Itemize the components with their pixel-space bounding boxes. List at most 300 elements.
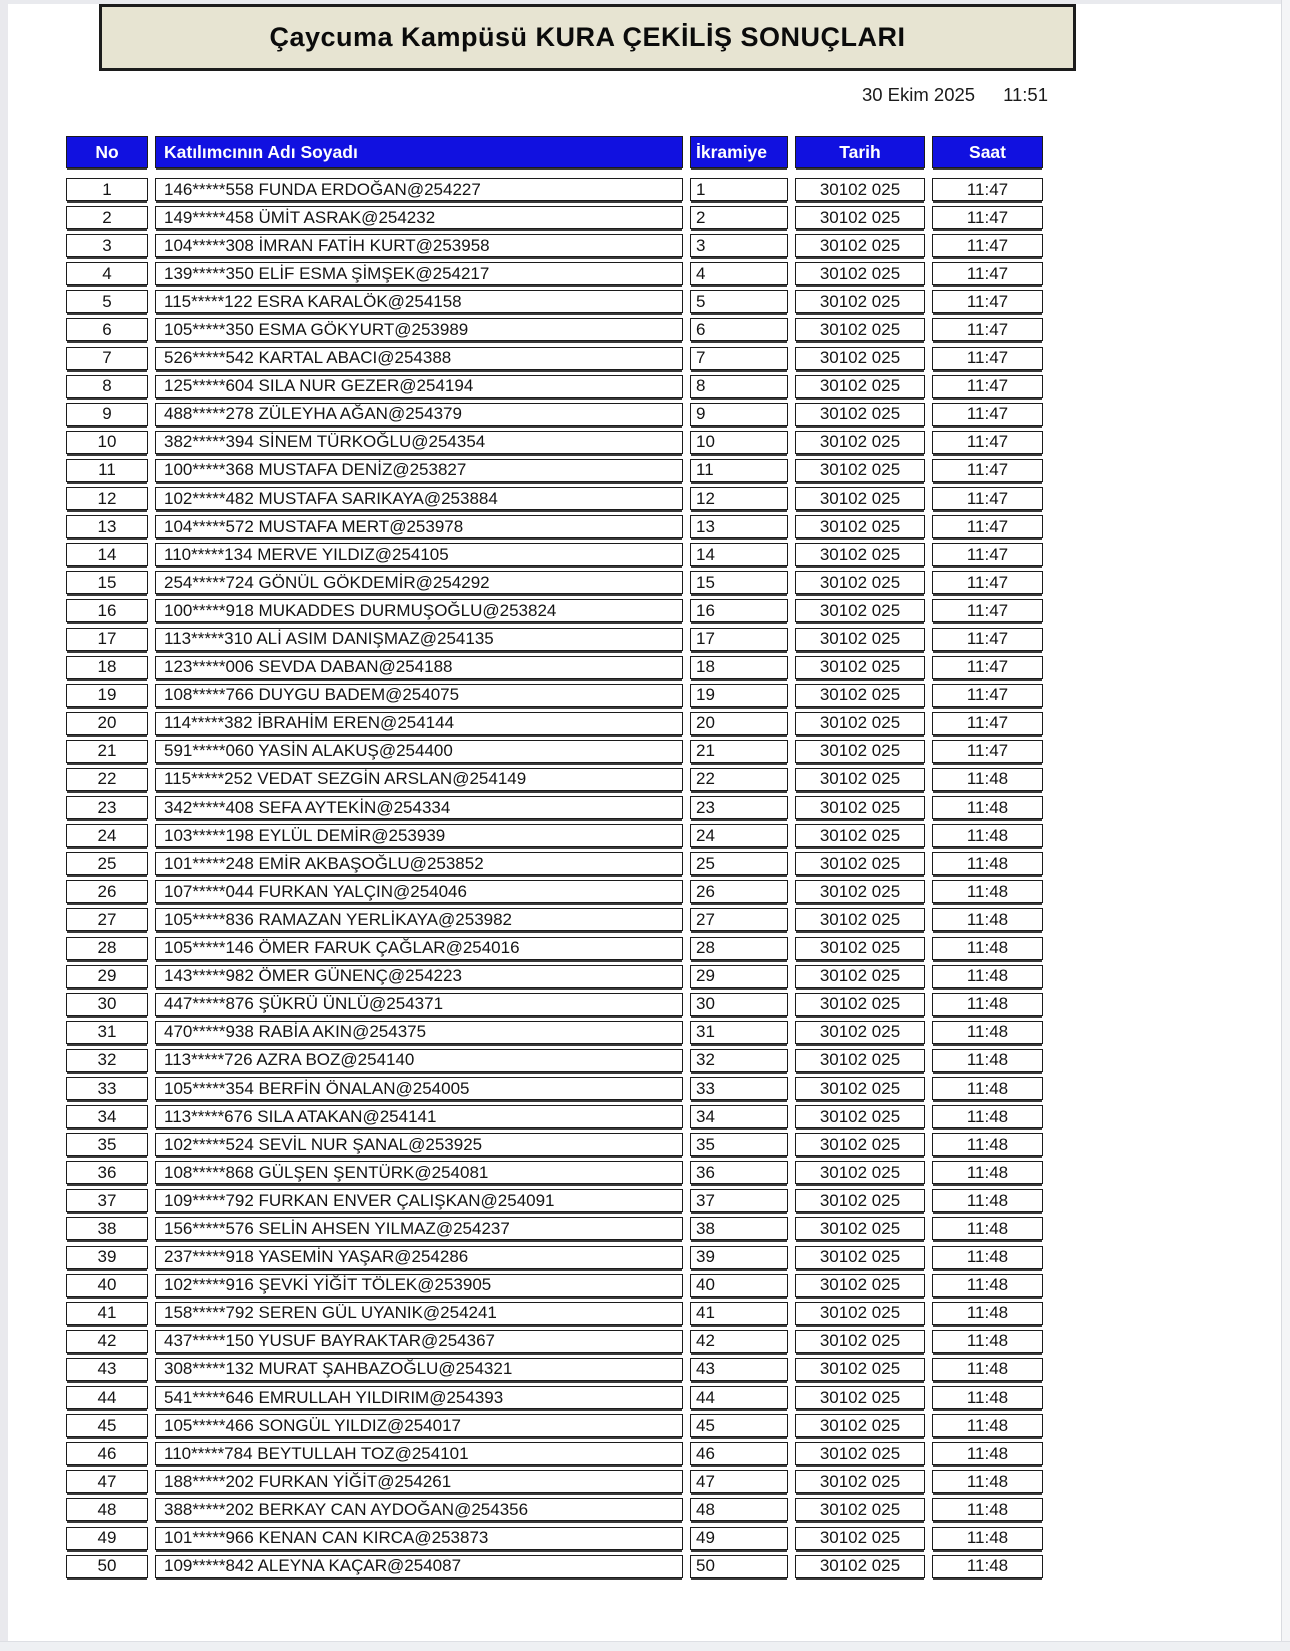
prize-number-cell: 50 — [690, 1555, 788, 1578]
print-time: 11:51 — [1003, 84, 1048, 105]
participant-name-cell: 100*****368 MUSTAFA DENİZ@253827 — [155, 459, 683, 482]
participant-name-cell: 149*****458 ÜMİT ASRAK@254232 — [155, 206, 683, 229]
prize-number-cell: 36 — [690, 1161, 788, 1184]
participant-name-cell: 109*****792 FURKAN ENVER ÇALIŞKAN@254091 — [155, 1189, 683, 1212]
row-number-cell: 40 — [66, 1274, 148, 1297]
draw-date-cell: 30102 025 — [795, 1274, 925, 1297]
draw-date-cell: 30102 025 — [795, 796, 925, 819]
draw-date-cell: 30102 025 — [795, 937, 925, 960]
prize-number-cell: 47 — [690, 1470, 788, 1493]
prize-number-cell: 28 — [690, 937, 788, 960]
row-number-cell: 27 — [66, 908, 148, 931]
draw-time-cell: 11:48 — [932, 1217, 1043, 1240]
prize-number-cell: 35 — [690, 1133, 788, 1156]
table-row — [66, 1358, 1043, 1381]
table-row — [66, 1021, 1043, 1044]
row-number-cell: 26 — [66, 880, 148, 903]
participant-name-cell: 113*****310 ALİ ASIM DANIŞMAZ@254135 — [155, 628, 683, 651]
participant-name-cell: 108*****868 GÜLŞEN ŞENTÜRK@254081 — [155, 1161, 683, 1184]
table-row — [66, 880, 1043, 903]
draw-time-cell: 11:48 — [932, 1246, 1043, 1269]
draw-date-cell: 30102 025 — [795, 375, 925, 398]
draw-time-cell: 11:48 — [932, 1330, 1043, 1353]
participant-name-cell: 123*****006 SEVDA DABAN@254188 — [155, 656, 683, 679]
draw-time-cell: 11:47 — [932, 599, 1043, 622]
draw-time-cell: 11:48 — [932, 1133, 1043, 1156]
draw-date-cell: 30102 025 — [795, 234, 925, 257]
prize-number-cell: 46 — [690, 1442, 788, 1465]
row-number-cell: 18 — [66, 656, 148, 679]
draw-date-cell: 30102 025 — [795, 1302, 925, 1325]
table-row — [66, 206, 1043, 229]
draw-date-cell: 30102 025 — [795, 262, 925, 285]
draw-time-cell: 11:47 — [932, 628, 1043, 651]
results-table — [66, 136, 1043, 1583]
draw-date-cell: 30102 025 — [795, 1386, 925, 1409]
prize-number-cell: 37 — [690, 1189, 788, 1212]
prize-number-cell: 23 — [690, 796, 788, 819]
row-number-cell: 45 — [66, 1414, 148, 1437]
draw-time-cell: 11:48 — [932, 1274, 1043, 1297]
row-number-cell: 9 — [66, 403, 148, 426]
draw-time-cell: 11:47 — [932, 656, 1043, 679]
table-row — [66, 908, 1043, 931]
participant-name-cell: 101*****966 KENAN CAN KIRCA@253873 — [155, 1527, 683, 1550]
participant-name-cell: 102*****916 ŞEVKİ YİĞİT TÖLEK@253905 — [155, 1274, 683, 1297]
draw-date-cell: 30102 025 — [795, 515, 925, 538]
column-header-name: Katılımcının Adı Soyadı — [155, 136, 683, 168]
draw-time-cell: 11:47 — [932, 234, 1043, 257]
draw-time-cell: 11:47 — [932, 178, 1043, 201]
row-number-cell: 1 — [66, 178, 148, 201]
table-body — [66, 178, 1043, 1578]
prize-number-cell: 48 — [690, 1498, 788, 1521]
prize-number-cell: 42 — [690, 1330, 788, 1353]
prize-number-cell: 11 — [690, 459, 788, 482]
draw-time-cell: 11:47 — [932, 712, 1043, 735]
prize-number-cell: 44 — [690, 1386, 788, 1409]
table-row — [66, 1105, 1043, 1128]
participant-name-cell: 103*****198 EYLÜL DEMİR@253939 — [155, 824, 683, 847]
draw-date-cell: 30102 025 — [795, 318, 925, 341]
prize-number-cell: 4 — [690, 262, 788, 285]
row-number-cell: 4 — [66, 262, 148, 285]
table-row — [66, 1189, 1043, 1212]
draw-date-cell: 30102 025 — [795, 431, 925, 454]
draw-date-cell: 30102 025 — [795, 1189, 925, 1212]
table-row — [66, 1527, 1043, 1550]
row-number-cell: 23 — [66, 796, 148, 819]
draw-date-cell: 30102 025 — [795, 347, 925, 370]
prize-number-cell: 26 — [690, 880, 788, 903]
participant-name-cell: 382*****394 SİNEM TÜRKOĞLU@254354 — [155, 431, 683, 454]
participant-name-cell: 105*****354 BERFİN ÖNALAN@254005 — [155, 1077, 683, 1100]
draw-date-cell: 30102 025 — [795, 1217, 925, 1240]
row-number-cell: 15 — [66, 571, 148, 594]
report-title: Çaycuma Kampüsü KURA ÇEKİLİŞ SONUÇLARI — [269, 22, 906, 52]
draw-time-cell: 11:48 — [932, 1527, 1043, 1550]
column-header-tarih: Tarih — [795, 136, 925, 168]
row-number-cell: 6 — [66, 318, 148, 341]
row-number-cell: 46 — [66, 1442, 148, 1465]
draw-date-cell: 30102 025 — [795, 993, 925, 1016]
row-number-cell: 42 — [66, 1330, 148, 1353]
row-number-cell: 33 — [66, 1077, 148, 1100]
table-row — [66, 684, 1043, 707]
row-number-cell: 48 — [66, 1498, 148, 1521]
table-row — [66, 1049, 1043, 1072]
participant-name-cell: 115*****252 VEDAT SEZGİN ARSLAN@254149 — [155, 768, 683, 791]
page-edge-bottom — [0, 1641, 1290, 1651]
row-number-cell: 24 — [66, 824, 148, 847]
row-number-cell: 36 — [66, 1161, 148, 1184]
participant-name-cell: 156*****576 SELİN AHSEN YILMAZ@254237 — [155, 1217, 683, 1240]
prize-number-cell: 39 — [690, 1246, 788, 1269]
draw-time-cell: 11:48 — [932, 993, 1043, 1016]
prize-number-cell: 9 — [690, 403, 788, 426]
draw-time-cell: 11:48 — [932, 1414, 1043, 1437]
participant-name-cell: 308*****132 MURAT ŞAHBAZOĞLU@254321 — [155, 1358, 683, 1381]
participant-name-cell: 104*****308 İMRAN FATİH KURT@253958 — [155, 234, 683, 257]
participant-name-cell: 143*****982 ÖMER GÜNENÇ@254223 — [155, 965, 683, 988]
page-edge-left — [0, 0, 8, 1651]
row-number-cell: 2 — [66, 206, 148, 229]
participant-name-cell: 107*****044 FURKAN YALÇIN@254046 — [155, 880, 683, 903]
participant-name-cell: 114*****382 İBRAHİM EREN@254144 — [155, 712, 683, 735]
draw-date-cell: 30102 025 — [795, 1555, 925, 1578]
row-number-cell: 43 — [66, 1358, 148, 1381]
participant-name-cell: 108*****766 DUYGU BADEM@254075 — [155, 684, 683, 707]
prize-number-cell: 22 — [690, 768, 788, 791]
participant-name-cell: 125*****604 SILA NUR GEZER@254194 — [155, 375, 683, 398]
table-row — [66, 796, 1043, 819]
draw-date-cell: 30102 025 — [795, 656, 925, 679]
participant-name-cell: 113*****676 SILA ATAKAN@254141 — [155, 1105, 683, 1128]
row-number-cell: 29 — [66, 965, 148, 988]
draw-date-cell: 30102 025 — [795, 824, 925, 847]
table-row — [66, 993, 1043, 1016]
row-number-cell: 5 — [66, 290, 148, 313]
prize-number-cell: 43 — [690, 1358, 788, 1381]
prize-number-cell: 18 — [690, 656, 788, 679]
draw-date-cell: 30102 025 — [795, 599, 925, 622]
draw-time-cell: 11:47 — [932, 206, 1043, 229]
table-row — [66, 178, 1043, 201]
table-row — [66, 1161, 1043, 1184]
participant-name-cell: 158*****792 SEREN GÜL UYANIK@254241 — [155, 1302, 683, 1325]
participant-name-cell: 101*****248 EMİR AKBAŞOĞLU@253852 — [155, 852, 683, 875]
table-row — [66, 487, 1043, 510]
table-row — [66, 1414, 1043, 1437]
row-number-cell: 25 — [66, 852, 148, 875]
draw-time-cell: 11:47 — [932, 431, 1043, 454]
draw-date-cell: 30102 025 — [795, 1133, 925, 1156]
participant-name-cell: 102*****482 MUSTAFA SARIKAYA@253884 — [155, 487, 683, 510]
table-row — [66, 965, 1043, 988]
draw-date-cell: 30102 025 — [795, 1246, 925, 1269]
row-number-cell: 17 — [66, 628, 148, 651]
row-number-cell: 49 — [66, 1527, 148, 1550]
draw-time-cell: 11:48 — [932, 965, 1043, 988]
draw-date-cell: 30102 025 — [795, 684, 925, 707]
draw-date-cell: 30102 025 — [795, 1414, 925, 1437]
table-row — [66, 1386, 1043, 1409]
draw-time-cell: 11:47 — [932, 543, 1043, 566]
prize-number-cell: 33 — [690, 1077, 788, 1100]
prize-number-cell: 3 — [690, 234, 788, 257]
draw-date-cell: 30102 025 — [795, 487, 925, 510]
participant-name-cell: 139*****350 ELİF ESMA ŞİMŞEK@254217 — [155, 262, 683, 285]
row-number-cell: 12 — [66, 487, 148, 510]
row-number-cell: 10 — [66, 431, 148, 454]
table-header-row — [66, 136, 1043, 168]
participant-name-cell: 113*****726 AZRA BOZ@254140 — [155, 1049, 683, 1072]
table-row — [66, 459, 1043, 482]
table-row — [66, 768, 1043, 791]
draw-time-cell: 11:48 — [932, 1049, 1043, 1072]
draw-time-cell: 11:48 — [932, 1302, 1043, 1325]
prize-number-cell: 32 — [690, 1049, 788, 1072]
row-number-cell: 19 — [66, 684, 148, 707]
participant-name-cell: 447*****876 ŞÜKRÜ ÜNLÜ@254371 — [155, 993, 683, 1016]
row-number-cell: 44 — [66, 1386, 148, 1409]
draw-date-cell: 30102 025 — [795, 1105, 925, 1128]
prize-number-cell: 31 — [690, 1021, 788, 1044]
draw-time-cell: 11:47 — [932, 740, 1043, 763]
draw-time-cell: 11:48 — [932, 1021, 1043, 1044]
table-row — [66, 1133, 1043, 1156]
prize-number-cell: 34 — [690, 1105, 788, 1128]
row-number-cell: 41 — [66, 1302, 148, 1325]
prize-number-cell: 19 — [690, 684, 788, 707]
participant-name-cell: 146*****558 FUNDA ERDOĞAN@254227 — [155, 178, 683, 201]
row-number-cell: 28 — [66, 937, 148, 960]
draw-date-cell: 30102 025 — [795, 1077, 925, 1100]
table-row — [66, 290, 1043, 313]
table-row — [66, 1470, 1043, 1493]
row-number-cell: 16 — [66, 599, 148, 622]
table-row — [66, 543, 1043, 566]
draw-date-cell: 30102 025 — [795, 965, 925, 988]
draw-time-cell: 11:48 — [932, 1189, 1043, 1212]
participant-name-cell: 110*****134 MERVE YILDIZ@254105 — [155, 543, 683, 566]
row-number-cell: 7 — [66, 347, 148, 370]
draw-time-cell: 11:48 — [932, 1105, 1043, 1128]
draw-time-cell: 11:47 — [932, 375, 1043, 398]
row-number-cell: 30 — [66, 993, 148, 1016]
prize-number-cell: 6 — [690, 318, 788, 341]
prize-number-cell: 29 — [690, 965, 788, 988]
draw-date-cell: 30102 025 — [795, 459, 925, 482]
table-row — [66, 1274, 1043, 1297]
row-number-cell: 34 — [66, 1105, 148, 1128]
draw-time-cell: 11:48 — [932, 1077, 1043, 1100]
draw-date-cell: 30102 025 — [795, 178, 925, 201]
draw-time-cell: 11:47 — [932, 403, 1043, 426]
row-number-cell: 38 — [66, 1217, 148, 1240]
draw-time-cell: 11:48 — [932, 1161, 1043, 1184]
draw-time-cell: 11:47 — [932, 459, 1043, 482]
draw-date-cell: 30102 025 — [795, 1358, 925, 1381]
row-number-cell: 37 — [66, 1189, 148, 1212]
table-row — [66, 431, 1043, 454]
draw-time-cell: 11:48 — [932, 768, 1043, 791]
draw-date-cell: 30102 025 — [795, 712, 925, 735]
draw-date-cell: 30102 025 — [795, 1021, 925, 1044]
draw-time-cell: 11:47 — [932, 571, 1043, 594]
table-row — [66, 1246, 1043, 1269]
prize-number-cell: 49 — [690, 1527, 788, 1550]
draw-date-cell: 30102 025 — [795, 768, 925, 791]
participant-name-cell: 237*****918 YASEMİN YAŞAR@254286 — [155, 1246, 683, 1269]
table-row — [66, 628, 1043, 651]
row-number-cell: 14 — [66, 543, 148, 566]
prize-number-cell: 13 — [690, 515, 788, 538]
column-header-saat: Saat — [932, 136, 1043, 168]
table-row — [66, 347, 1043, 370]
draw-date-cell: 30102 025 — [795, 740, 925, 763]
table-row — [66, 262, 1043, 285]
prize-number-cell: 15 — [690, 571, 788, 594]
table-row — [66, 937, 1043, 960]
table-row — [66, 515, 1043, 538]
row-number-cell: 21 — [66, 740, 148, 763]
row-number-cell: 22 — [66, 768, 148, 791]
prize-number-cell: 16 — [690, 599, 788, 622]
table-row — [66, 1330, 1043, 1353]
draw-date-cell: 30102 025 — [795, 1442, 925, 1465]
table-row — [66, 1077, 1043, 1100]
draw-date-cell: 30102 025 — [795, 628, 925, 651]
prize-number-cell: 24 — [690, 824, 788, 847]
prize-number-cell: 41 — [690, 1302, 788, 1325]
draw-time-cell: 11:47 — [932, 487, 1043, 510]
prize-number-cell: 7 — [690, 347, 788, 370]
row-number-cell: 39 — [66, 1246, 148, 1269]
table-row — [66, 852, 1043, 875]
print-date: 30 Ekim 2025 — [861, 84, 976, 105]
participant-name-cell: 526*****542 KARTAL ABACI@254388 — [155, 347, 683, 370]
draw-time-cell: 11:47 — [932, 318, 1043, 341]
row-number-cell: 8 — [66, 375, 148, 398]
row-number-cell: 47 — [66, 1470, 148, 1493]
prize-number-cell: 21 — [690, 740, 788, 763]
draw-time-cell: 11:48 — [932, 852, 1043, 875]
table-row — [66, 318, 1043, 341]
participant-name-cell: 115*****122 ESRA KARALÖK@254158 — [155, 290, 683, 313]
draw-time-cell: 11:48 — [932, 1442, 1043, 1465]
row-number-cell: 32 — [66, 1049, 148, 1072]
prize-number-cell: 40 — [690, 1274, 788, 1297]
draw-time-cell: 11:48 — [932, 908, 1043, 931]
table-row — [66, 740, 1043, 763]
prize-number-cell: 12 — [690, 487, 788, 510]
row-number-cell: 35 — [66, 1133, 148, 1156]
prize-number-cell: 17 — [690, 628, 788, 651]
participant-name-cell: 105*****836 RAMAZAN YERLİKAYA@253982 — [155, 908, 683, 931]
participant-name-cell: 541*****646 EMRULLAH YILDIRIM@254393 — [155, 1386, 683, 1409]
participant-name-cell: 188*****202 FURKAN YİĞİT@254261 — [155, 1470, 683, 1493]
participant-name-cell: 104*****572 MUSTAFA MERT@253978 — [155, 515, 683, 538]
draw-date-cell: 30102 025 — [795, 1498, 925, 1521]
draw-date-cell: 30102 025 — [795, 852, 925, 875]
table-row — [66, 1302, 1043, 1325]
table-row — [66, 824, 1043, 847]
participant-name-cell: 470*****938 RABİA AKIN@254375 — [155, 1021, 683, 1044]
row-number-cell: 50 — [66, 1555, 148, 1578]
participant-name-cell: 105*****466 SONGÜL YILDIZ@254017 — [155, 1414, 683, 1437]
table-row — [66, 712, 1043, 735]
table-row — [66, 375, 1043, 398]
draw-date-cell: 30102 025 — [795, 290, 925, 313]
column-header-no: No — [66, 136, 148, 168]
draw-date-cell: 30102 025 — [795, 1330, 925, 1353]
draw-time-cell: 11:47 — [932, 290, 1043, 313]
draw-date-cell: 30102 025 — [795, 543, 925, 566]
draw-date-cell: 30102 025 — [795, 1161, 925, 1184]
draw-date-cell: 30102 025 — [795, 1049, 925, 1072]
draw-time-cell: 11:48 — [932, 1498, 1043, 1521]
draw-time-cell: 11:48 — [932, 796, 1043, 819]
participant-name-cell: 102*****524 SEVİL NUR ŞANAL@253925 — [155, 1133, 683, 1156]
draw-date-cell: 30102 025 — [795, 403, 925, 426]
print-datetime — [600, 82, 1048, 108]
draw-date-cell: 30102 025 — [795, 908, 925, 931]
table-row — [66, 1498, 1043, 1521]
column-header-ikramiye: İkramiye — [690, 136, 788, 168]
page-edge-right — [1281, 0, 1290, 1651]
draw-date-cell: 30102 025 — [795, 1470, 925, 1493]
participant-name-cell: 105*****146 ÖMER FARUK ÇAĞLAR@254016 — [155, 937, 683, 960]
table-row — [66, 656, 1043, 679]
table-row — [66, 1442, 1043, 1465]
row-number-cell: 3 — [66, 234, 148, 257]
draw-time-cell: 11:48 — [932, 1470, 1043, 1493]
prize-number-cell: 10 — [690, 431, 788, 454]
draw-time-cell: 11:47 — [932, 684, 1043, 707]
table-row — [66, 403, 1043, 426]
draw-date-cell: 30102 025 — [795, 880, 925, 903]
participant-name-cell: 342*****408 SEFA AYTEKİN@254334 — [155, 796, 683, 819]
draw-date-cell: 30102 025 — [795, 206, 925, 229]
participant-name-cell: 109*****842 ALEYNA KAÇAR@254087 — [155, 1555, 683, 1578]
prize-number-cell: 5 — [690, 290, 788, 313]
prize-number-cell: 14 — [690, 543, 788, 566]
row-number-cell: 31 — [66, 1021, 148, 1044]
participant-name-cell: 488*****278 ZÜLEYHA AĞAN@254379 — [155, 403, 683, 426]
table-row — [66, 1217, 1043, 1240]
participant-name-cell: 110*****784 BEYTULLAH TOZ@254101 — [155, 1442, 683, 1465]
draw-time-cell: 11:48 — [932, 1555, 1043, 1578]
prize-number-cell: 38 — [690, 1217, 788, 1240]
report-title-box — [99, 4, 1076, 71]
prize-number-cell: 25 — [690, 852, 788, 875]
participant-name-cell: 388*****202 BERKAY CAN AYDOĞAN@254356 — [155, 1498, 683, 1521]
prize-number-cell: 27 — [690, 908, 788, 931]
draw-time-cell: 11:48 — [932, 1358, 1043, 1381]
participant-name-cell: 254*****724 GÖNÜL GÖKDEMİR@254292 — [155, 571, 683, 594]
row-number-cell: 20 — [66, 712, 148, 735]
table-row — [66, 234, 1043, 257]
draw-time-cell: 11:48 — [932, 880, 1043, 903]
participant-name-cell: 105*****350 ESMA GÖKYURT@253989 — [155, 318, 683, 341]
draw-time-cell: 11:47 — [932, 347, 1043, 370]
prize-number-cell: 2 — [690, 206, 788, 229]
draw-time-cell: 11:47 — [932, 262, 1043, 285]
prize-number-cell: 45 — [690, 1414, 788, 1437]
row-number-cell: 11 — [66, 459, 148, 482]
draw-time-cell: 11:48 — [932, 937, 1043, 960]
